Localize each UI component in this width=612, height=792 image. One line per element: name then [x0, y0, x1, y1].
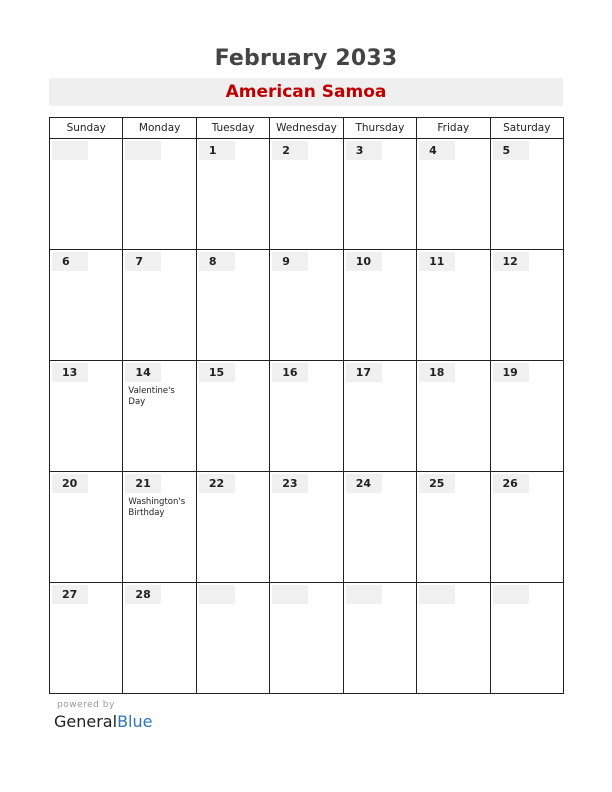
- day-cell: [417, 361, 490, 472]
- day-number: 5: [493, 141, 529, 160]
- day-cell: [50, 361, 123, 472]
- day-number: 14: [125, 363, 161, 382]
- week-row-5: [50, 583, 564, 694]
- day-cell: [123, 250, 196, 361]
- day-cell: [196, 583, 269, 694]
- week-row-2: [50, 250, 564, 361]
- day-cell: [490, 250, 563, 361]
- day-cell: [417, 139, 490, 250]
- day-cell: [196, 139, 269, 250]
- country-subtitle: American Samoa: [225, 82, 387, 102]
- day-cell: [123, 361, 196, 472]
- weekday-header-row: [50, 118, 564, 139]
- day-number: 24: [346, 474, 382, 493]
- day-number: 22: [199, 474, 235, 493]
- day-cell: [270, 250, 343, 361]
- day-number: 21: [125, 474, 161, 493]
- day-cell: [270, 361, 343, 472]
- day-number: 17: [346, 363, 382, 382]
- day-number: 19: [493, 363, 529, 382]
- day-number: 11: [419, 252, 455, 271]
- weekday-tuesday: Tuesday: [196, 118, 269, 139]
- day-cell: [417, 250, 490, 361]
- day-cell: [50, 583, 123, 694]
- day-number: 7: [125, 252, 161, 271]
- logo-blue-text: Blue: [117, 712, 153, 731]
- day-number: 9: [272, 252, 308, 271]
- day-cell: [270, 472, 343, 583]
- day-cell: [196, 250, 269, 361]
- day-cell: [50, 250, 123, 361]
- day-number: 12: [493, 252, 529, 271]
- day-cell: [343, 361, 416, 472]
- day-number: [493, 585, 529, 604]
- day-cell: [490, 139, 563, 250]
- day-number: 28: [125, 585, 161, 604]
- day-cell: [343, 139, 416, 250]
- week-row-4: [50, 472, 564, 583]
- day-number: [199, 585, 235, 604]
- powered-by-label: powered by: [57, 700, 115, 710]
- day-number: 25: [419, 474, 455, 493]
- day-number: 1: [199, 141, 235, 160]
- day-number: 2: [272, 141, 308, 160]
- day-number: 3: [346, 141, 382, 160]
- weekday-monday: Monday: [123, 118, 196, 139]
- day-cell: [50, 472, 123, 583]
- day-cell: [123, 139, 196, 250]
- day-number: 26: [493, 474, 529, 493]
- holiday-label: Washington's Birthday: [128, 497, 186, 518]
- holiday-label: Valentine's Day: [128, 386, 175, 407]
- day-number: 8: [199, 252, 235, 271]
- day-cell: [123, 583, 196, 694]
- weekday-thursday: Thursday: [343, 118, 416, 139]
- day-cell: [417, 583, 490, 694]
- day-cell: [123, 472, 196, 583]
- day-number: 13: [52, 363, 88, 382]
- day-number: 4: [419, 141, 455, 160]
- day-cell: [490, 583, 563, 694]
- day-cell: [343, 583, 416, 694]
- day-number: 6: [52, 252, 88, 271]
- day-cell: [270, 139, 343, 250]
- calendar-grid: [49, 117, 564, 694]
- day-cell: [50, 139, 123, 250]
- generalblue-logo: [54, 712, 152, 731]
- day-cell: [490, 361, 563, 472]
- day-number: 16: [272, 363, 308, 382]
- day-cell: [490, 472, 563, 583]
- day-number: 18: [419, 363, 455, 382]
- day-cell: [196, 361, 269, 472]
- logo-general-text: General: [54, 712, 118, 731]
- day-cell: [196, 472, 269, 583]
- weekday-sunday: Sunday: [50, 118, 123, 139]
- day-number: 15: [199, 363, 235, 382]
- weekday-saturday: Saturday: [490, 118, 563, 139]
- day-number: 23: [272, 474, 308, 493]
- weekday-friday: Friday: [417, 118, 490, 139]
- day-number: [52, 141, 88, 160]
- day-cell: [417, 472, 490, 583]
- page-title: February 2033: [214, 46, 398, 71]
- week-row-1: [50, 139, 564, 250]
- day-cell: [343, 472, 416, 583]
- day-number: [272, 585, 308, 604]
- day-number: [419, 585, 455, 604]
- day-number: [125, 141, 161, 160]
- day-cell: [270, 583, 343, 694]
- day-number: [346, 585, 382, 604]
- day-number: 10: [346, 252, 382, 271]
- weekday-wednesday: Wednesday: [270, 118, 343, 139]
- subtitle-bar: [49, 78, 563, 106]
- day-number: 20: [52, 474, 88, 493]
- week-row-3: [50, 361, 564, 472]
- day-number: 27: [52, 585, 88, 604]
- day-cell: [343, 250, 416, 361]
